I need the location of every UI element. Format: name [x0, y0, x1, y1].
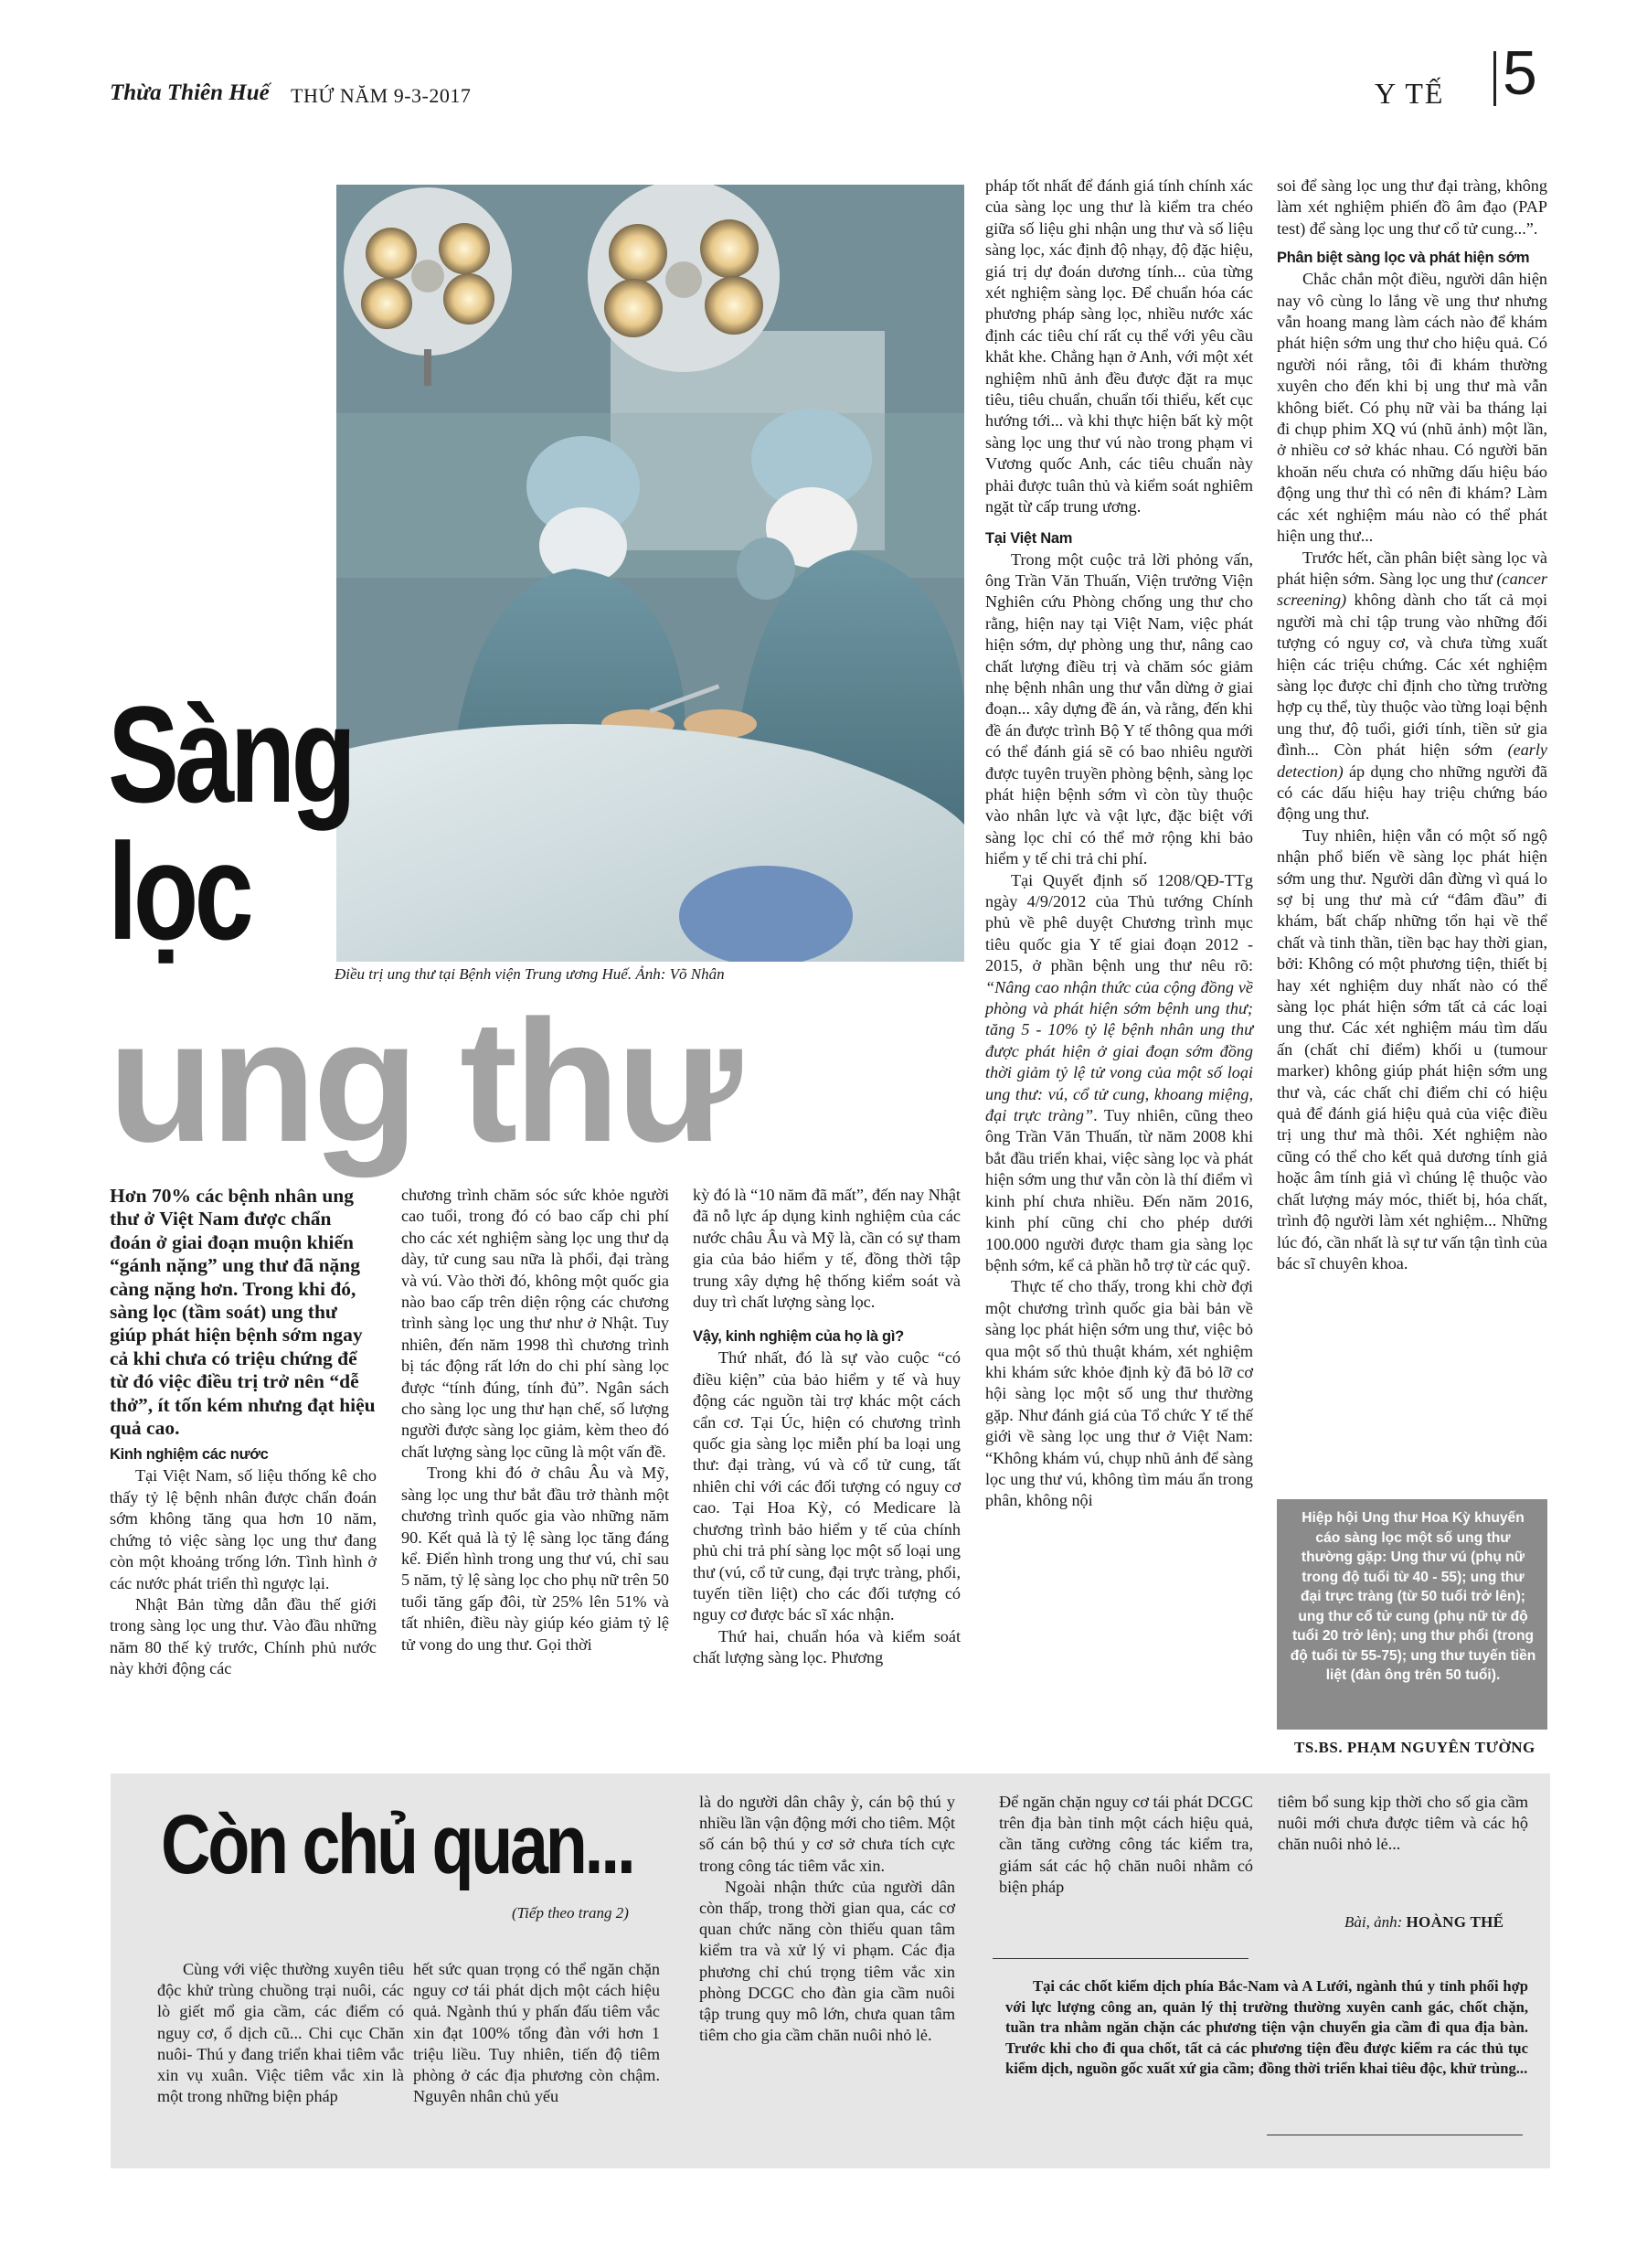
bottom-lead: Tại các chốt kiểm dịch phía Bắc-Nam và A Lưới, ngành thú y tỉnh phối hợp với lực lượng công an, quản lý thị trường thường xuyên canh gác, chốt chặn, tuần tra nhằm ngăn chặn các phương tiện vận chuyển gia cầm đi qua địa bàn. Trước khi cho đi qua chốt, tất cả các phương tiện đều được kiểm ra các thủ tục kiểm dịch, nguồn gốc xuất xứ gia cầm; đồng thời triển khai tiêu độc, khử trùng...: [1005, 1977, 1528, 2077]
bottom-article-title: Còn chủ quan...: [161, 1798, 633, 1891]
photo-caption: Điều trị ung thư tại Bệnh viện Trung ương Huế. Ảnh: Võ Nhân: [335, 965, 725, 983]
author-name: HOÀNG THẾ: [1406, 1913, 1504, 1931]
article-column-1: [110, 1185, 377, 1680]
bottom-column-4: [999, 1792, 1253, 1898]
article-column-4: [985, 176, 1253, 1512]
bottom-column-1: [157, 1959, 404, 2107]
subheading-their-experience: Vậy, kinh nghiệm của họ là gì?: [693, 1328, 904, 1346]
bottom-column-2: [413, 1959, 660, 2107]
paragraph: Chắc chắn một điều, người dân hiện nay vô cùng lo lắng về ung thư nhưng vẫn hoang mang làm cách nào để khám phát hiện sớm ung thư cho hiệu quả. Có người nói rằng, tôi đi khám thường xuyên cho đến khi bị ung thư mà vẫn không biết. Có phụ nữ vài ba tháng lại đi chụp phim XQ vú (nhũ ảnh) một lần, ở nhiều cơ sở khác nhau. Có người băn khoăn nếu chưa có những dấu hiệu báo động ung thư thì có nên đi khám? Làm các xét nghiệm máu nào có thể phát hiện ung thư...: [1277, 270, 1547, 546]
quote: “Nâng cao nhận thức của cộng đồng về phòng và phát hiện sớm bệnh ung thư; tăng 5 - 10% tỷ lệ bệnh nhân ung thư được phát hiện ở giai đoạn sớm đồng thời giảm tỷ lệ tử vong của một số loại ung thư: vú, cổ tử cung, khoang miệng, đại trực tràng”: [985, 977, 1253, 1125]
page-number: 5: [1503, 38, 1537, 108]
surgery-illustration: [336, 185, 964, 962]
subheading-vietnam: Tại Việt Nam: [985, 529, 1073, 547]
article-column-2: [401, 1185, 669, 1656]
bottom-divider: [993, 1958, 1249, 1959]
section-name: Y TẾ: [1375, 77, 1445, 110]
paragraph: [985, 870, 1253, 1277]
article-lead: Hơn 70% các bệnh nhân ung thư ở Việt Nam được chẩn đoán ở giai đoạn muộn khiến “gánh nặng” ung thư đã nặng càng nặng hơn. Trong khi đó, sàng lọc (tầm soát) ung thư giúp phát hiện bệnh sớm ngay cả khi chưa có triệu chứng để từ đó việc điều trị trở nên “dễ thở”, ít tốn kém nhưng đạt hiệu quả cao.: [110, 1185, 376, 1440]
surgery-photo: [336, 185, 964, 962]
paragraph: là do người dân chây ỳ, cán bộ thú y nhiều lần vận động mới cho tiêm. Một số cán bộ thú y cơ sở chưa tích cực trong công tác tiêm vắc xin.: [699, 1793, 955, 1875]
text-run: . Tuy nhiên, cũng theo ông Trần Văn Thuấn, từ năm 2008 khi bắt đầu triển khai, việc sàng lọc và phát hiện sớm ung thư vẫn còn là thí điểm vì kinh phí chưa nhiều. Đến năm 2016, kinh phí cũng chỉ cho phép dưới 100.000 người được tham gia sàng lọc bệnh sớm, kể cả phần hỗ trợ từ các quỹ.: [985, 1106, 1253, 1274]
continued-note: (Tiếp theo trang 2): [512, 1904, 629, 1922]
paragraph: Cùng với việc thường xuyên tiêu độc khử trùng chuồng trại nuôi, các lò giết mổ gia cầm, các điểm có nguy cơ, ổ dịch cũ... Chi cục Chăn nuôi- Thú y đang triển khai tiêm vắc xin vụ xuân. Việc tiêm vắc xin là một trong những biện pháp: [157, 1960, 404, 2106]
paragraph: soi để sàng lọc ung thư đại tràng, không làm xét nghiệm phiến đồ âm đạo (PAP test) để sàng lọc ung thư cổ tử cung...”.: [1277, 176, 1547, 238]
article-author: TS.BS. PHẠM NGUYÊN TƯỜNG: [1294, 1739, 1535, 1756]
paragraph: [1277, 548, 1547, 825]
paragraph: Trong một cuộc trả lời phỏng vấn, ông Trần Văn Thuấn, Viện trưởng Viện Nghiên cứu Phòng chống ung thư cho rằng, hiện nay tại Việt Nam, việc phát hiện sớm, dự phòng ung thư, nâng cao chất lượng điều trị và chăm sóc giảm nhẹ bệnh nhân ung thư vẫn dừng ở giai đoạn... xây dựng đề án, và rằng, đến khi đề án được trình Bộ Y tế thông qua mới có thể đánh giá sẽ có bao nhiêu người được tuyên truyền phòng bệnh, sàng lọc phát hiện bệnh sớm vì còn tùy thuộc vào nhân lực và vật lực, đặc biệt với sàng lọc chỉ có thể mở rộng khi bảo hiểm y tế chi trả chi phí.: [985, 549, 1253, 868]
term: (early detection): [1277, 740, 1547, 781]
paragraph: Ngoài nhận thức của người dân còn thấp, trong thời gian qua, các cơ quan chức năng còn thiếu quan tâm kiểm tra và xử lý vi phạm. Các địa phương chỉ chú trọng tiêm vắc xin phòng DCGC cho đàn gia cầm nuôi tập trung quy mô lớn, chưa quan tâm tiêm cho gia cầm chăn nuôi nhỏ lẻ.: [699, 1877, 955, 2045]
bottom-column-5: [1278, 1792, 1528, 1856]
paragraph: kỳ đó là “10 năm đã mất”, đến nay Nhật đã nỗ lực áp dụng kinh nghiệm của các nước châu Âu và Mỹ là, cần có sự tham gia của bảo hiểm y tế, đồng thời tập trung xây dựng hệ thống kiểm soát và duy trì chất lượng sàng lọc.: [693, 1186, 961, 1312]
surgical-lamp-icon: [588, 185, 780, 372]
text-run: không dành cho tất cả mọi người mà chỉ tập trung vào những đối tượng có nguy cơ, và chưa từng xuất hiện các triệu chứng. Các xét nghiệm sàng lọc được chỉ định cho từng trường hợp cụ thể, tùy thuộc vào từng loại bệnh ung thư, độ tuổi, giới tính, tiền sử gia đình... Còn phát hiện sớm: [1277, 591, 1547, 760]
title-line-1: Sàng: [108, 677, 353, 831]
article-column-3: [693, 1185, 961, 1669]
paragraph: hết sức quan trọng có thể ngăn chặn nguy cơ tái phát dịch một cách hiệu quả. Ngành thú y phấn đấu tiêm vắc xin đạt 100% tổng đàn với hơn 1 triệu liều. Tuy nhiên, tiến độ tiêm phòng ở các địa phương còn chậm. Nguyên nhân chủ yếu: [413, 1960, 660, 2106]
title-line-3: ung thư: [108, 985, 738, 1178]
paragraph: Để ngăn chặn nguy cơ tái phát DCGC trên địa bàn tỉnh một cách hiệu quả, cần tăng cường công tác kiểm tra, giám sát các hộ chăn nuôi nhằm có biện pháp: [999, 1793, 1253, 1896]
paragraph: Thứ hai, chuẩn hóa và kiểm soát chất lượng sàng lọc. Phương: [693, 1626, 961, 1667]
issue-date: THỨ NĂM 9-3-2017: [291, 84, 472, 107]
paragraph: chương trình chăm sóc sức khỏe người cao tuổi, trong đó có bao cấp chi phí cho các xét nghiệm sàng lọc ung thư dạ dày, tử cung sau nữa là phổi, đại tràng và vú. Vào thời đó, không một quốc gia nào bao cấp trên diện rộng các chương trình sàng lọc ung thư như ở Nhật. Tuy nhiên, đến năm 1998 thì chương trình bị tác động rất lớn do chi phí sàng lọc được “tính đúng, tính đủ”. Ngân sách cho sàng lọc ung thư hạn chế, số lượng người được sàng lọc giảm, kèm theo đó chất lượng sàng lọc cũng là một vấn đề.: [401, 1186, 669, 1461]
article-column-5: [1277, 176, 1547, 1274]
header-divider: [1493, 51, 1496, 106]
text-run: áp dụng cho những người đã có các dấu hiệu hay triệu chứng báo động ung thư.: [1277, 761, 1547, 824]
recommendation-text: Hiệp hội Ung thư Hoa Kỳ khuyến cáo sàng lọc một số ung thư thường gặp: Ung thư vú (phụ nữ trong độ tuổi từ 40 - 55); ung thư đại trực tràng (từ 50 tuổi trở lên); ung thư cổ tử cung (phụ nữ từ độ tuổi 20 trở lên); ung thư phổi (trong độ tuổi từ 55-75); ung thư tuyến tiền liệt (đàn ông trên 50 tuổi).: [1290, 1510, 1536, 1683]
text-run: Tại Quyết định số 1208/QĐ-TTg ngày 4/9/2012 của Thủ tướng Chính phủ về phê duyệt Chương trình mục tiêu quốc gia Y tế giai đoạn 2012 - 2015, ở phần bệnh ung thư nêu rõ:: [985, 870, 1253, 975]
newspaper-name: Thừa Thiên Huế: [110, 80, 270, 105]
subheading-experience: Kinh nghiệm các nước: [110, 1446, 269, 1464]
subheading-distinguish: Phân biệt sàng lọc và phát hiện sớm: [1277, 250, 1530, 267]
text-run: Trước hết, cần phân biệt sàng lọc và phát hiện sớm. Sàng lọc ung thư: [1277, 548, 1547, 588]
paragraph: pháp tốt nhất để đánh giá tính chính xác của sàng lọc ung thư là kiểm tra chéo giữa số liệu ghi nhận ung thư và số liệu sàng lọc, xác định độ nhạy, độ đặc hiệu, giá trị dự đoán dương tính... của từng xét nghiệm sàng lọc. Để chuẩn hóa các phương pháp sàng lọc, nhiều nước xác định các tiêu chí rất cụ thể với yêu cầu khắt khe. Chẳng hạn ở Anh, với một xét nghiệm nhũ ảnh đều được đặt ra mục tiêu, tiêu chuẩn, chuẩn tối thiểu, kết cục hướng tới... và khi thực hiện bất kỳ một sàng lọc ung thư vú nào trong phạm vi Vương quốc Anh, các tiêu chuẩn này phải được tuân thủ và kiểm soát nghiêm ngặt từ cấp trung ương.: [985, 176, 1253, 516]
paragraph: Thực tế cho thấy, trong khi chờ đợi một chương trình quốc gia bài bản về sàng lọc phát hiện sớm ung thư, việc bỏ qua một số thủ thuật khám, xét nghiệm khi khám sức khỏe định kỳ đã bỏ lỡ cơ hội sàng lọc một số ung thư thường gặp. Như đánh giá của Tổ chức Y tế thế giới về sàng lọc ung thư ở Việt Nam: “Không khám vú, chụp nhũ ảnh để sàng lọc ung thư vú, không tìm máu ẩn trong phân, không nội: [985, 1277, 1253, 1510]
paragraph: Trong khi đó ở châu Âu và Mỹ, sàng lọc ung thư bắt đầu trở thành một chương trình quốc gia vào những năm 90. Kết quả là tỷ lệ sàng lọc tăng đáng kể. Điển hình trong ung thư vú, chỉ sau 5 năm, tỷ lệ sàng lọc cho phụ nữ trên 50 tuổi tăng gấp đôi, từ 25% lên 51% và tất nhiên, điều này giúp kéo giảm tỷ lệ tử vong do ung thư. Gọi thời: [401, 1464, 669, 1654]
recommendation-box: [1277, 1499, 1547, 1730]
paragraph: tiêm bổ sung kịp thời cho số gia cầm nuôi mới chưa được tiêm và các hộ chăn nuôi nhỏ lẻ...: [1278, 1793, 1528, 1854]
bottom-column-3: [699, 1792, 955, 2046]
paragraph: Nhật Bản từng dẫn đầu thế giới trong sàng lọc ung thư. Vào đầu những năm 80 thế kỷ trước, Chính phủ nước này khởi động các: [110, 1594, 377, 1678]
paragraph: Tại Việt Nam, số liệu thống kê cho thấy tỷ lệ bệnh nhân được chẩn đoán sớm không tăng qua hơn 10 năm, chứng tỏ việc sàng lọc ung thư đang còn một khoảng trống lớn. Tình hình ở các nước phát triển thì ngược lại.: [110, 1466, 377, 1592]
paragraph: Tuy nhiên, hiện vẫn có một số ngộ nhận phổ biến về sàng lọc phát hiện sớm ung thư. Người dân đừng vì quá lo sợ bị ung thư mà cứ “đâm đầu” đi khám, bất chấp những tổn hại về thể chất và tinh thần, tiền bạc hay thời gian, bởi: Không có một phương tiện, thiết bị hay xét nghiệm duy nhất nào có thể sàng lọc phát hiện sớm tất cả các loại ung thư. Các xét nghiệm máu tìm dấu ấn (chất chỉ điểm) khối u (tumour marker) không giúp phát hiện sớm ung thư và, các chất chỉ điểm chỉ có hiệu quả để đánh giá hiệu quả của việc điều trị ung thư mà thôi. Xét nghiệm nào cũng có thể cho kết quả dương tính giả hoặc âm tính giả vì chúng lệ thuộc vào chất lượng máy móc, thiết bị, hóa chất, trình độ người làm xét nghiệm... Những lúc đó, cần nhất là sự tư vấn tận tình của bác sĩ chuyên khoa.: [1277, 825, 1547, 1272]
paragraph: Thứ nhất, đó là sự vào cuộc “có điều kiện” của bảo hiểm y tế và huy động các nguồn tài trợ khác một cách cẩn cơ. Tại Úc, hiện có chương trình quốc gia sàng lọc miễn phí ba loại ung thư: đại tràng, vú và cổ tử cung, tất nhiên chỉ với các đối tượng có nguy cơ cao. Tại Hoa Kỳ, có Medicare là chương trình bảo hiểm y tế của chính phủ chi trả phí sàng lọc một số loại ung thư (vú, cổ tử cung, đại trực tràng, phổi, tuyến tiền liệt) cho các đối tượng có nguy cơ được bác sĩ xác nhận.: [693, 1348, 961, 1624]
title-line-2: lọc: [108, 815, 250, 968]
author-prefix: Bài, ảnh:: [1344, 1913, 1407, 1931]
term: (cancer screening): [1277, 569, 1547, 610]
bottom-author: [1344, 1913, 1504, 1932]
